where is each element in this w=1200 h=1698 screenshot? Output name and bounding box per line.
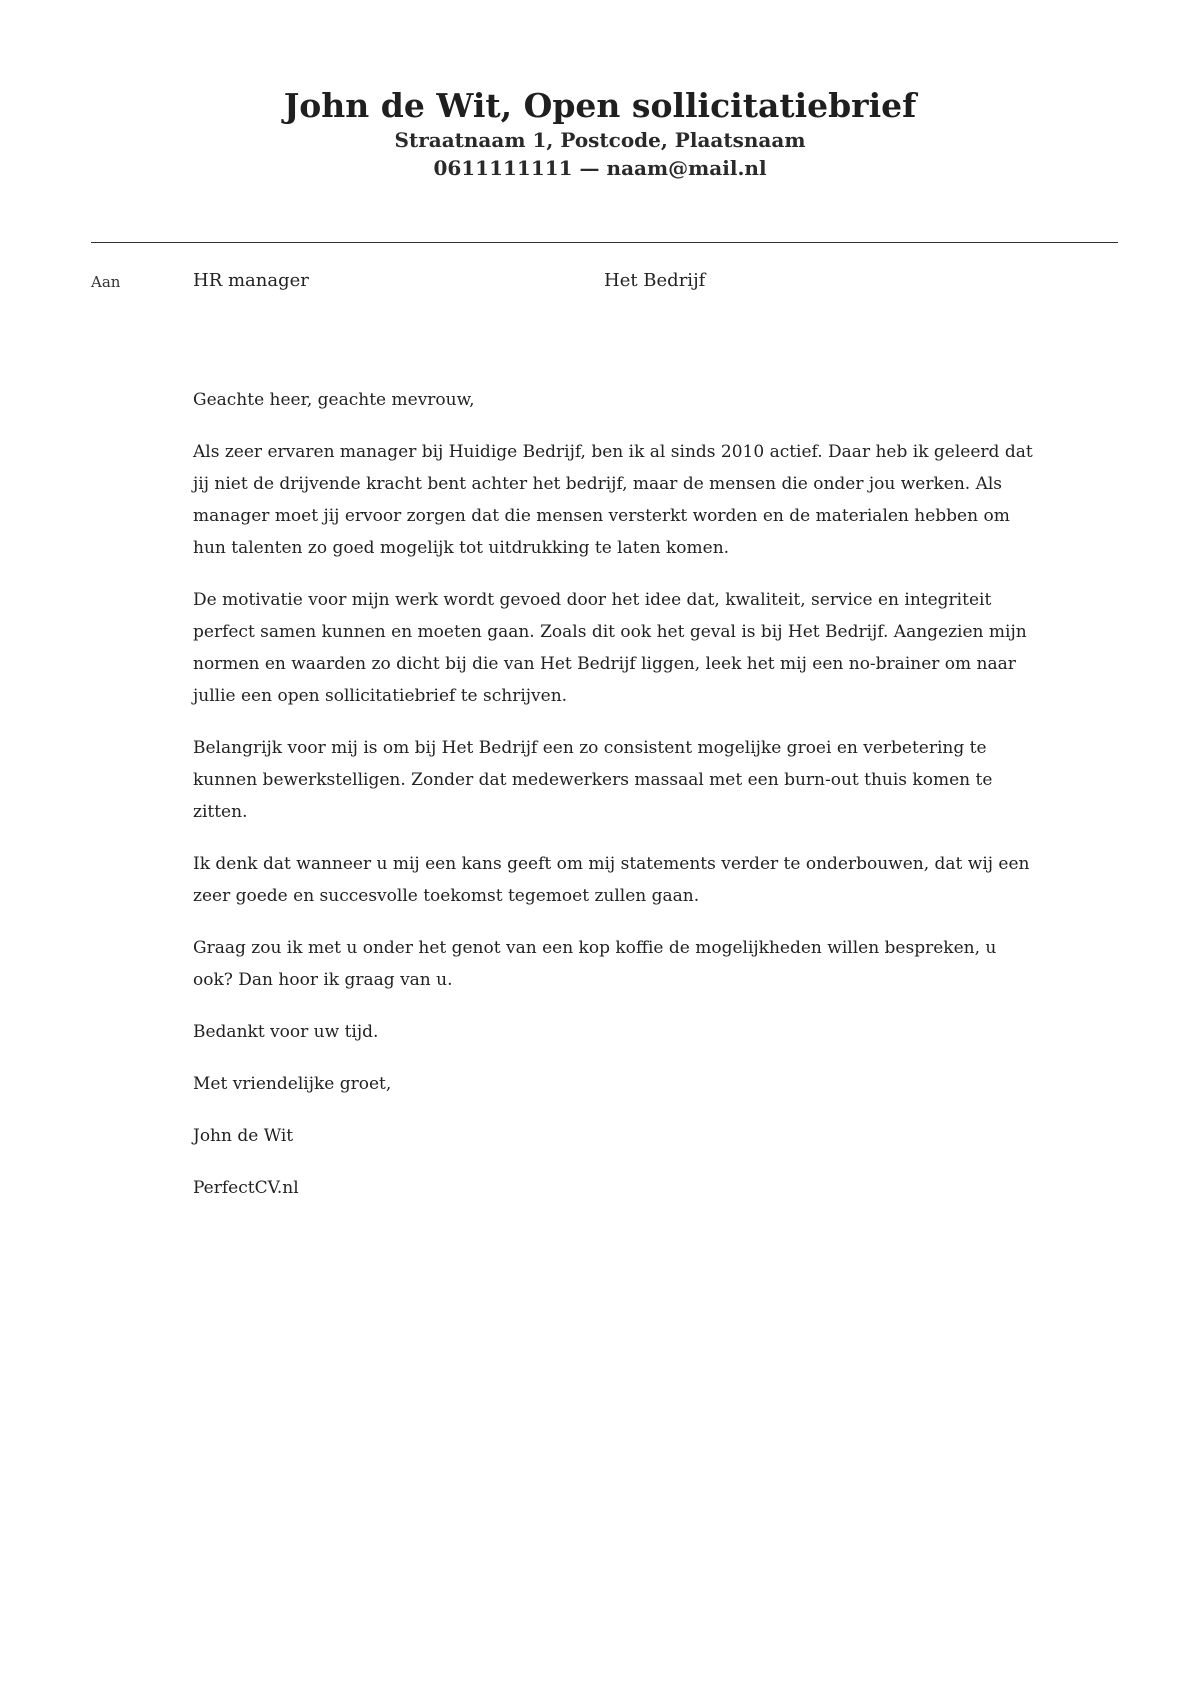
body-paragraph-2: De motivatie voor mijn werk wordt gevoed door het idee dat, kwaliteit, service en integriteit perfect samen kunnen en moeten gaan. Zoals dit ook het geval is bij Het Bedrijf. Aangezien mijn normen en waarden zo dicht bij die van Het Bedrijf liggen, leek het mij een no-brainer om naar jullie een open sollicitatiebrief te schrijven. — [193, 590, 1027, 706]
recipient-company: Het Bedrijf — [604, 270, 706, 291]
letter-title: John de Wit, Open sollicitatiebrief — [283, 86, 917, 125]
body-paragraph-4: Ik denk dat wanneer u mij een kans geeft om mij statements verder te onderbouwen, dat wij een zeer goede en succesvolle toekomst tegemoet zullen gaan. — [193, 854, 1030, 906]
thanks-line: Bedankt voor uw tijd. — [193, 1022, 379, 1042]
recipient-label: Aan — [91, 273, 121, 291]
body-paragraph-3: Belangrijk voor mij is om bij Het Bedrijf een zo consistent mogelijke groei en verbetering te kunnen bewerkstelligen. Zonder dat medewerkers massaal met een burn-out thuis komen te zitten. — [193, 738, 993, 822]
body-paragraph-5: Graag zou ik met u onder het genot van een kop koffie de mogelijkheden willen bespreken, u ook? Dan hoor ik graag van u. — [193, 938, 997, 990]
sender-contact: 0611111111 — naam@mail.nl — [433, 156, 767, 180]
header-divider — [91, 242, 1118, 243]
footer-credit: PerfectCV.nl — [193, 1178, 299, 1198]
signature-name: John de Wit — [193, 1126, 294, 1146]
recipient-name: HR manager — [193, 270, 309, 291]
letter-body — [193, 384, 1033, 1224]
body-paragraph-1: Als zeer ervaren manager bij Huidige Bedrijf, ben ik al sinds 2010 actief. Daar heb ik geleerd dat jij niet de drijvende kracht bent achter het bedrijf, maar de mensen die onder jou werken. Als manager moet jij ervoor zorgen dat die mensen versterkt worden en de materialen hebben om hun talenten zo goed mogelijk tot uitdrukking te laten komen. — [193, 442, 1033, 558]
sender-address: Straatnaam 1, Postcode, Plaatsnaam — [394, 128, 806, 152]
letter-header — [0, 86, 1200, 182]
greeting: Geachte heer, geachte mevrouw, — [193, 390, 475, 410]
closing-line: Met vriendelijke groet, — [193, 1074, 392, 1094]
